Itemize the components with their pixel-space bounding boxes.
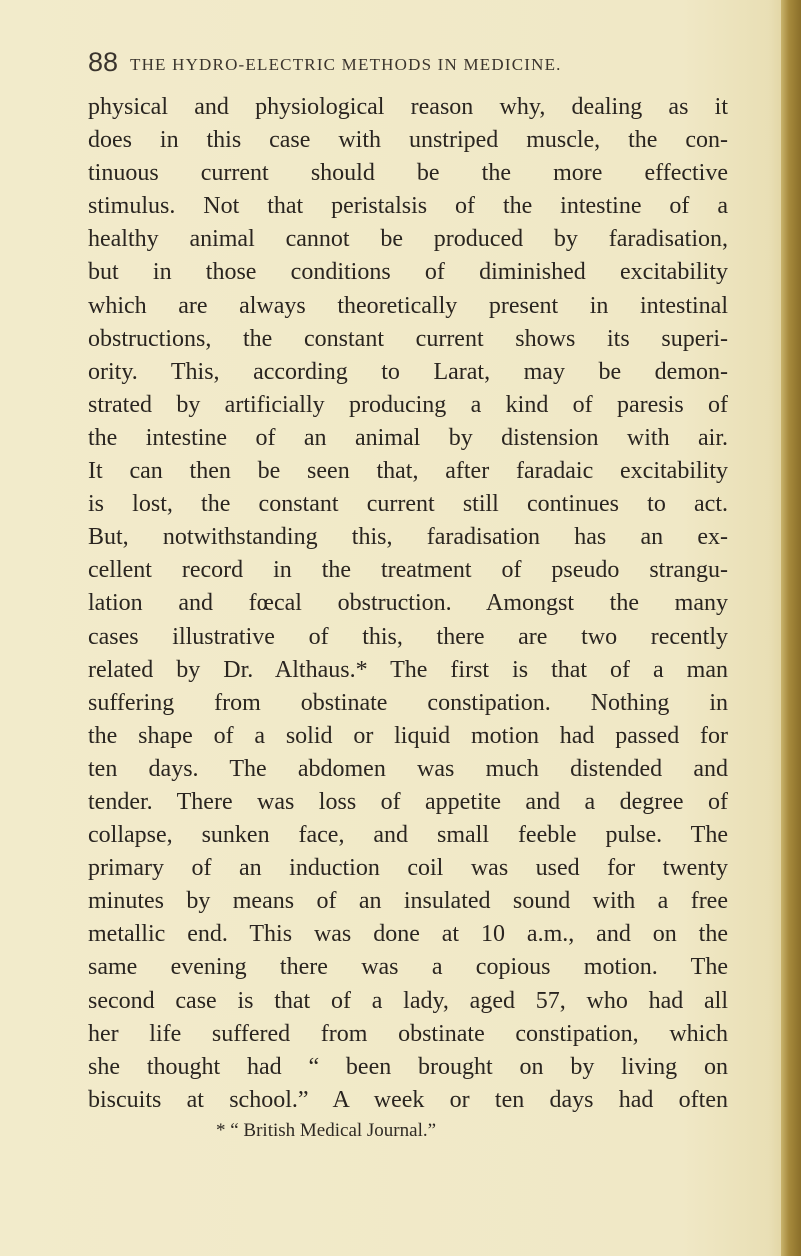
text-line: which are always theoretically present in intestinal [88, 292, 728, 319]
text-line: minutes by means of an insulated sound with a free [88, 888, 728, 915]
text-line: metallic end. This was done at 10 a.m., and on the [88, 921, 728, 948]
page-number: 88 [88, 47, 119, 77]
text-line: stimulus. Not that peristalsis of the intestine of a [88, 193, 728, 220]
text-line: biscuits at school.” A week or ten days had often [88, 1086, 728, 1113]
text-line: tender. There was loss of appetite and a degree of [88, 788, 728, 815]
text-line: suffering from obstinate constipation. Nothing in [88, 689, 728, 716]
text-line: related by Dr. Althaus.* The first is that of a man [88, 656, 728, 683]
text-line: But, notwithstanding this, faradisation has an ex- [88, 524, 728, 551]
text-line: tinuous current should be the more effective [88, 160, 728, 187]
text-line: lation and fœcal obstruction. Amongst the many [88, 590, 728, 617]
footnote: * “ British Medical Journal.” [216, 1120, 437, 1142]
text-line: cases illustrative of this, there are two recently [88, 623, 728, 650]
text-line: healthy animal cannot be produced by faradisation, [88, 226, 728, 253]
text-line: primary of an induction coil was used for twenty [88, 855, 728, 882]
page-header [88, 46, 728, 82]
text-line: the intestine of an animal by distension with air. [88, 424, 728, 451]
text-line: collapse, sunken face, and small feeble pulse. The [88, 822, 728, 849]
text-line: It can then be seen that, after faradaic excitability [88, 458, 728, 485]
text-line: the shape of a solid or liquid motion had passed for [88, 722, 728, 749]
text-line: ten days. The abdomen was much distended and [88, 755, 728, 782]
text-line: she thought had “ been brought on by living on [88, 1053, 728, 1080]
text-line: but in those conditions of diminished excitability [88, 259, 728, 286]
text-line: second case is that of a lady, aged 57, who had all [88, 987, 728, 1014]
text-line: same evening there was a copious motion. The [88, 954, 728, 981]
text-line: obstructions, the constant current shows its superi- [88, 325, 728, 352]
text-line: physical and physiological reason why, dealing as it [88, 94, 728, 120]
text-line: ority. This, according to Larat, may be demon- [88, 358, 728, 385]
text-line: her life suffered from obstinate constipation, which [88, 1020, 728, 1047]
text-line: cellent record in the treatment of pseudo strangu- [88, 557, 728, 584]
body-text [88, 91, 728, 1117]
text-line: is lost, the constant current still continues to act. [88, 491, 728, 518]
text-line: strated by artificially producing a kind of paresis of [88, 391, 728, 418]
running-head: THE HYDRO-ELECTRIC METHODS IN MEDICINE. [130, 55, 562, 74]
text-line: does in this case with unstriped muscle, the con- [88, 127, 728, 154]
page-edge-shadow [781, 0, 801, 1256]
